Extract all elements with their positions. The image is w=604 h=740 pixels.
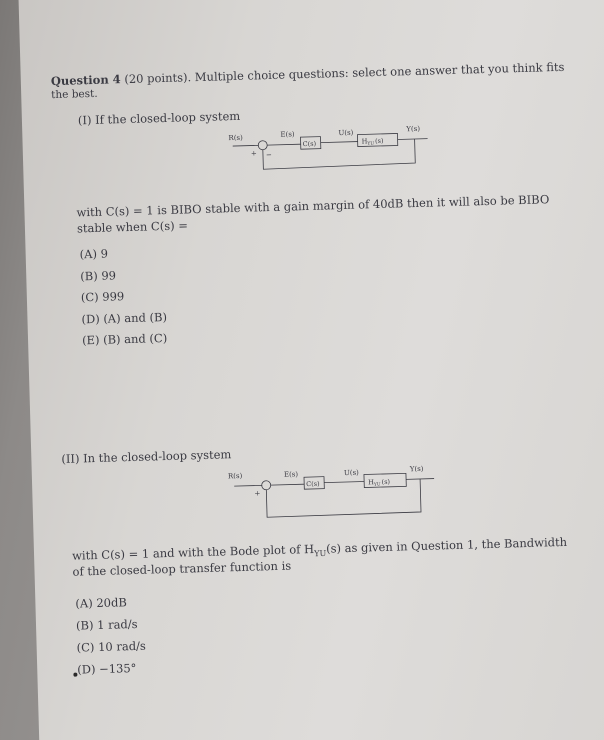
diagram1-controller-label: C(s) [302, 139, 317, 149]
diagram2-plus-sign: + [254, 489, 261, 498]
diagram1-r-label: R(s) [228, 133, 243, 143]
diagram1-input-line [233, 145, 259, 146]
part1-option-c: (C) 999 [80, 289, 125, 305]
diagram2-error-line [271, 484, 304, 485]
pen-dot-mark [73, 673, 77, 677]
part2-option-a: (A) 20dB [75, 595, 128, 611]
part2-option-d: (D) −135° [77, 660, 137, 677]
diagram1-minus-sign: − [265, 150, 272, 160]
diagram2-e-label: E(s) [283, 470, 299, 479]
question-header-line2: the best. [51, 87, 98, 102]
part2-text-line2: of the closed-loop transfer function is [72, 558, 292, 579]
part1-option-b: (B) 99 [80, 268, 117, 284]
diagram1-error-line [267, 144, 300, 145]
part1-option-d: (D) (A) and (B) [81, 309, 168, 327]
diagram2-u-label: U(s) [343, 468, 359, 478]
diagram1-summing-junction [258, 141, 267, 150]
question-header [51, 60, 565, 88]
part2-option-b: (B) 1 rad/s [75, 616, 138, 633]
diagram1-plus-sign: + [250, 149, 257, 158]
question-number: Question 4 [50, 72, 121, 89]
diagram1-feedback-path [263, 136, 416, 169]
part2-option-c: (C) 10 rad/s [76, 638, 147, 655]
part1-title: (I) If the closed-loop system [77, 108, 241, 128]
part1-option-e: (E) (B) and (C) [81, 330, 168, 348]
diagram1-u-label: U(s) [338, 128, 354, 138]
paper-sheet [18, 0, 604, 740]
diagram1-plant-label: $H_{YU}(s)$ [361, 136, 384, 147]
diagram2-controller-label: C(s) [306, 479, 320, 489]
question-instructions: (20 points). Multiple choice questions: select one answer that you think fits [120, 59, 565, 87]
part1-option-a: (A) 9 [79, 246, 109, 262]
diagram2-input-line [234, 485, 262, 486]
diagram1-e-label: E(s) [280, 130, 295, 139]
part2-block-diagram [224, 456, 441, 522]
part1-block-diagram [222, 118, 433, 174]
part1-text-line1: with C(s) = 1 is BIBO stable with a gain margin of 40dB then it will also be BIBO [76, 192, 550, 220]
diagram2-r-label: R(s) [227, 471, 243, 481]
part1-text-line2: stable when C(s) = [76, 218, 189, 236]
part2-title: (II) In the closed-loop system [61, 447, 232, 466]
diagram2-control-line [324, 482, 364, 483]
diagram2-summing-junction [262, 481, 271, 490]
diagram1-output-line [398, 139, 428, 140]
diagram2-y-label: Y(s) [409, 464, 424, 474]
diagram1-y-label: Y(s) [406, 124, 421, 134]
part2-text-line1: with C(s) = 1 and with the Bode plot of $H_{YU}(s)$ as given in Question 1, the Bandwidth [71, 534, 568, 563]
diagram1-control-line [321, 142, 358, 143]
diagram2-plant-label: $H_{YU}(s)$ [368, 477, 391, 488]
